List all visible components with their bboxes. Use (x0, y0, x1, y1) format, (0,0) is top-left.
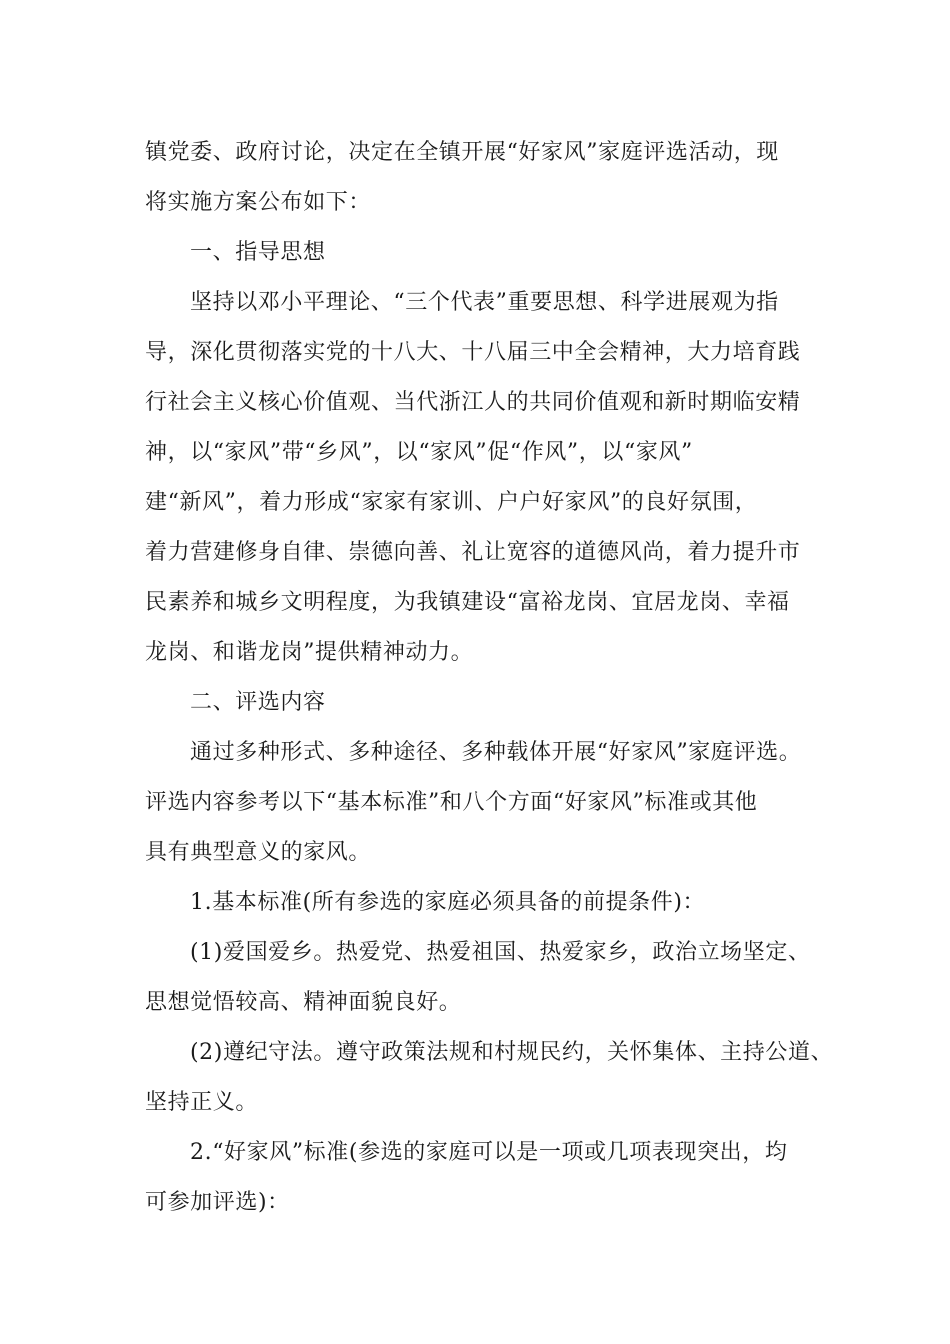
paragraph-line: 将实施方案公布如下： (145, 190, 372, 215)
section-heading: 二、评选内容 (190, 690, 326, 715)
list-item: (1)爱国爱乡。热爱党、热爱祖国、热爱家乡，政治立场坚定、 (190, 940, 811, 965)
paragraph-line: 具有典型意义的家风。 (145, 840, 372, 865)
section-heading: 一、指导思想 (190, 240, 326, 265)
list-item-heading: 1.基本标准(所有参选的家庭必须具备的前提条件)： (190, 890, 706, 915)
paragraph-line: 民素养和城乡文明程度，为我镇建设“富裕龙岗、宜居龙岗、幸福 (145, 590, 790, 615)
paragraph-line: 着力营建修身自律、崇德向善、礼让宽容的道德风尚，着力提升市 (145, 540, 801, 565)
paragraph-line: 导，深化贯彻落实党的十八大、十八届三中全会精神，大力培育践 (145, 340, 801, 365)
paragraph-line: 坚持以邓小平理论、“三个代表”重要思想、科学进展观为指 (190, 290, 779, 315)
paragraph-line: 建“新风”，着力形成“家家有家训、户户好家风”的良好氛围， (145, 490, 758, 515)
paragraph-line: 神，以“家风”带“乡风”，以“家风”促“作风”，以“家风” (145, 440, 693, 465)
list-item-heading: 2.“好家风”标准(参选的家庭可以是一项或几项表现突出，均 (190, 1140, 788, 1165)
paragraph-line: 镇党委、政府讨论，决定在全镇开展“好家风”家庭评选活动，现 (145, 140, 779, 165)
paragraph-line: 行社会主义核心价值观、当代浙江人的共同价值观和新时期临安精 (145, 390, 801, 415)
paragraph-line: 通过多种形式、多种途径、多种载体开展“好家风”家庭评选。 (190, 740, 802, 765)
list-item: (2)遵纪守法。遵守政策法规和村规民约，关怀集体、主持公道、 (190, 1040, 834, 1065)
paragraph-line: 可参加评选)： (145, 1190, 290, 1215)
paragraph-line: 龙岗、和谐龙岗”提供精神动力。 (145, 640, 474, 665)
paragraph-line: 思想觉悟较高、精神面貌良好。 (145, 990, 462, 1015)
paragraph-line: 评选内容参考以下“基本标准”和八个方面“好家风”标准或其他 (145, 790, 758, 815)
paragraph-line: 坚持正义。 (145, 1090, 259, 1115)
